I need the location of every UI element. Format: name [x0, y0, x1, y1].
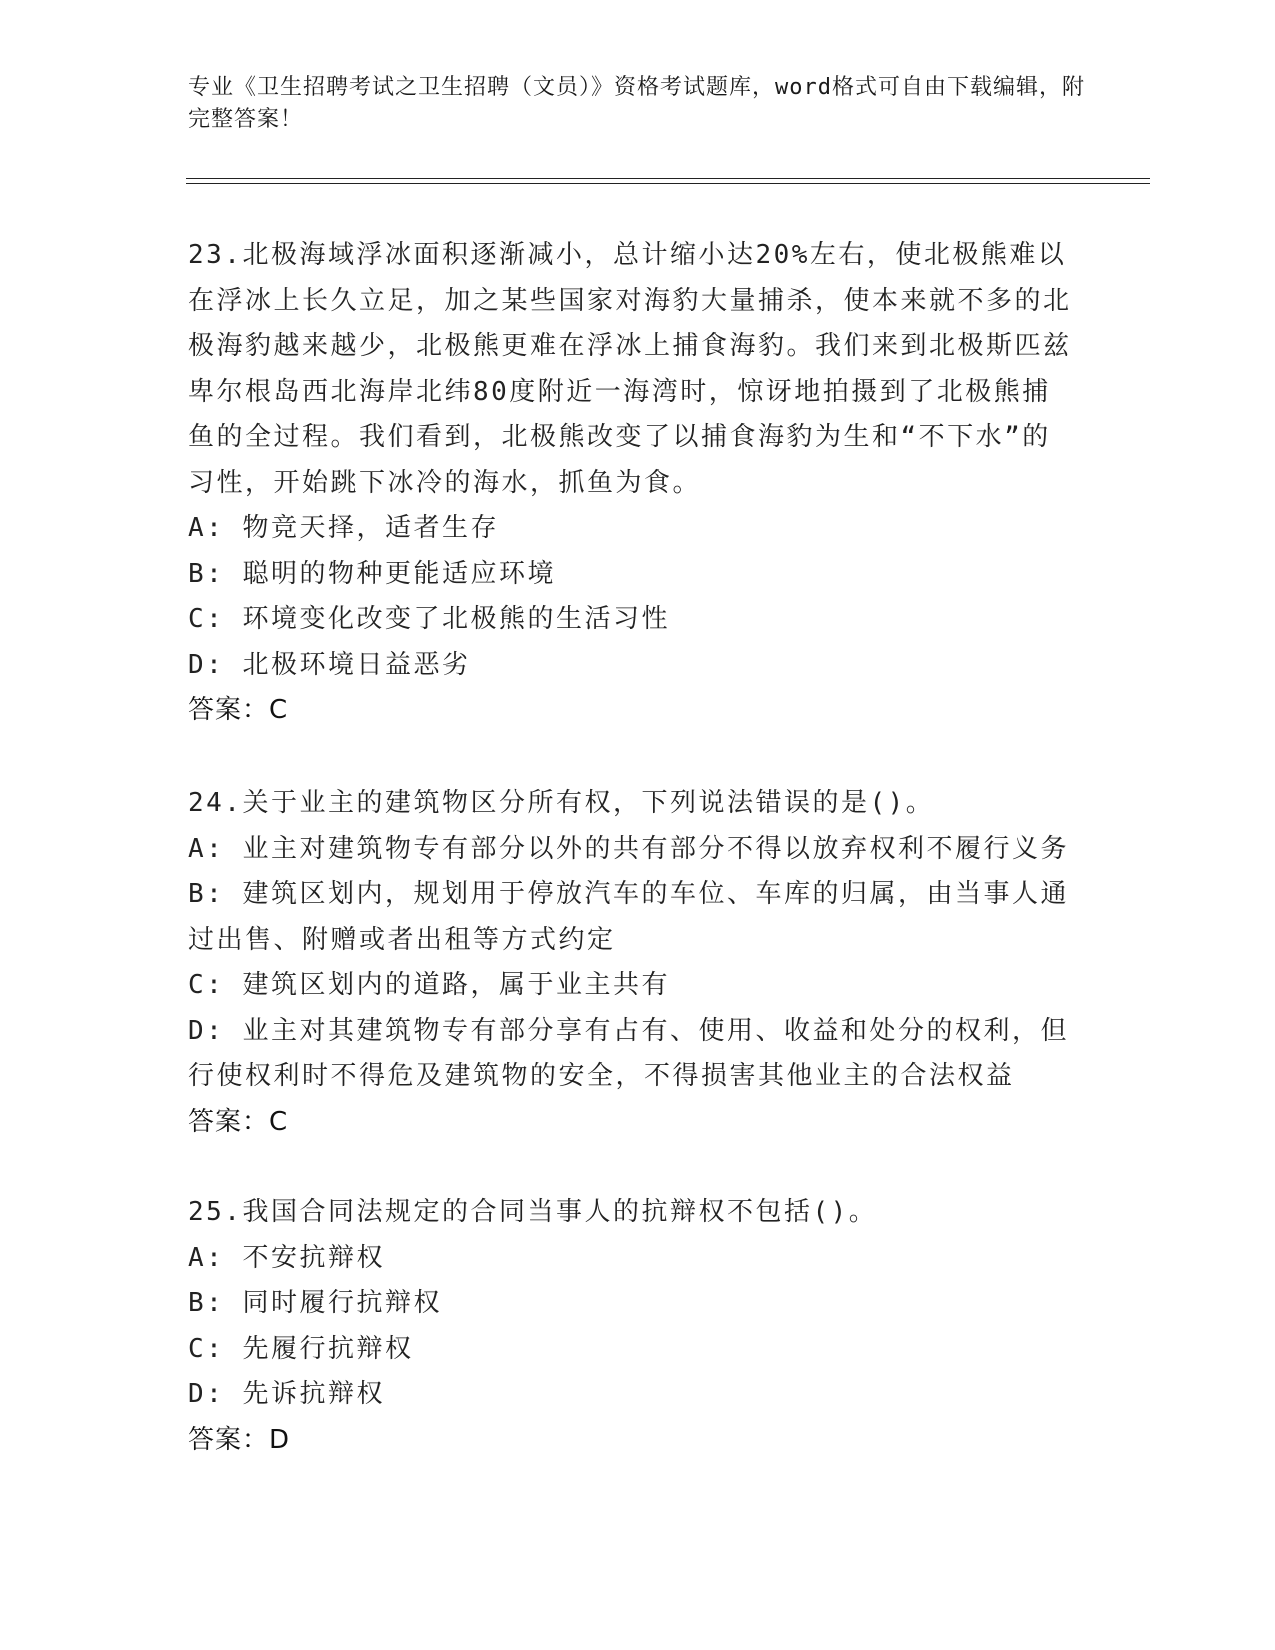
option-d: D: 业主对其建筑物专有部分享有占有、使用、收益和处分的权利，但行使权利时不得危及建筑物的安全，不得损害其他业主的合法权益 [188, 1015, 1069, 1091]
option-b: B: 聪明的物种更能适应环境 [188, 558, 556, 589]
option-b: B: 同时履行抗辩权 [188, 1288, 442, 1318]
document-header [188, 72, 1088, 136]
question-stem: 23.北极海域浮冰面积逐渐减小，总计缩小达20%左右，使北极熊难以在浮冰上长久立足，加之某些国家对海豹大量捕杀，使本来就不多的北极海豹越来越少，北极熊更难在浮冰上捕食海豹。我们来到北极斯匹兹卑尔根岛西北海岸北纬80度附近一海湾时，惊讶地拍摄到了北极熊捕鱼的全过程。我们看到，北极熊改变了以捕食海豹为生和“不下水”的习性，开始跳下冰冷的海水，抓鱼为食。 [188, 240, 1072, 498]
option-b: B: 建筑区划内，规划用于停放汽车的车位、车库的归属，由当事人通过出售、附赠或者出租等方式约定 [188, 879, 1069, 955]
answer-line: 答案：D [188, 1424, 291, 1455]
option-a: A: 不安抗辩权 [188, 1242, 385, 1273]
question-25 [188, 1190, 1078, 1463]
question-24 [188, 781, 1078, 1145]
header-divider-bottom [186, 183, 1150, 184]
header-intro-text: 专业《卫生招聘考试之卫生招聘（文员）》资格考试题库，word格式可自由下载编辑，附完整答案！ [188, 75, 1085, 132]
option-c: C: 环境变化改变了北极熊的生活习性 [188, 604, 670, 634]
option-c: C: 建筑区划内的道路，属于业主共有 [188, 970, 670, 1000]
answer-line: 答案：C [188, 695, 289, 725]
option-a: A: 物竞天择，适者生存 [188, 513, 499, 543]
option-a: A: 业主对建筑物专有部分以外的共有部分不得以放弃权利不履行义务 [188, 833, 1069, 864]
question-stem: 25.我国合同法规定的合同当事人的抗辩权不包括()。 [188, 1197, 878, 1227]
question-stem: 24.关于业主的建筑物区分所有权，下列说法错误的是()。 [188, 788, 935, 818]
option-d: D: 北极环境日益恶劣 [188, 649, 471, 680]
option-d: D: 先诉抗辩权 [188, 1379, 385, 1409]
option-c: C: 先履行抗辩权 [188, 1333, 414, 1364]
question-23 [188, 233, 1078, 734]
answer-line: 答案：C [188, 1106, 289, 1137]
header-divider-top [186, 178, 1150, 179]
